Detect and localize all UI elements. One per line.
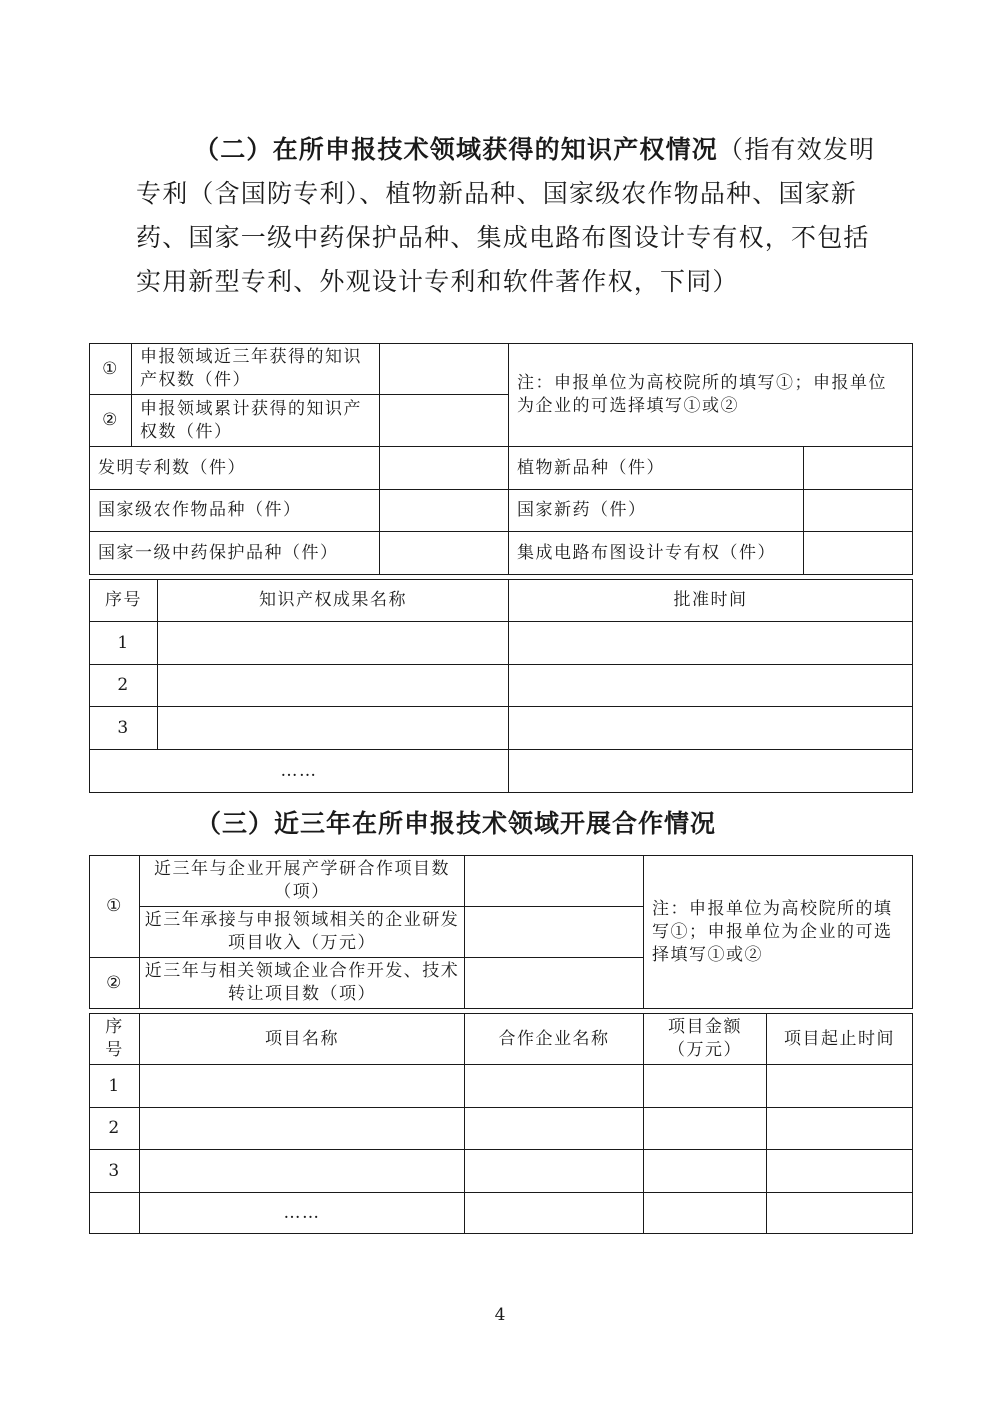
plant-varieties-label: 植物新品种（件）	[509, 447, 804, 490]
tcm-protection-cell[interactable]	[380, 532, 509, 575]
project-name-cell[interactable]	[140, 1065, 465, 1108]
ellipsis-partner-cell[interactable]	[465, 1193, 644, 1234]
row1-label: 申报领域近三年获得的知识产权数（件）	[132, 344, 380, 395]
ellipsis-amount-cell[interactable]	[644, 1193, 767, 1234]
col-header-partner-name: 合作企业名称	[465, 1014, 644, 1065]
marker-1: ①	[90, 856, 140, 958]
page-number: 4	[494, 1305, 506, 1325]
coop-row2-label: 近三年承接与申报领域相关的企业研发项目收入（万元）	[140, 907, 465, 958]
ellipsis-row: ……	[90, 750, 509, 793]
invention-patents-cell[interactable]	[380, 447, 509, 490]
coop-row2-value-cell[interactable]	[465, 907, 644, 958]
col-header-seq: 序号	[90, 580, 158, 622]
table-row	[90, 1108, 913, 1150]
marker-2: ②	[90, 395, 132, 447]
table-row	[90, 665, 913, 707]
table-row	[90, 707, 913, 750]
col-header-seq: 序号	[90, 1014, 140, 1065]
coop-row3-label: 近三年与相关领域企业合作开发、技术转让项目数（项）	[140, 958, 465, 1009]
period-cell[interactable]	[767, 1065, 913, 1108]
project-name-cell[interactable]	[140, 1150, 465, 1193]
ip-table	[89, 343, 913, 793]
approval-date-cell[interactable]	[509, 665, 913, 707]
ip-note: 注：申报单位为高校院所的填写①；申报单位为企业的可选择填写①或②	[509, 344, 913, 447]
section3-heading: （三）近三年在所申报技术领域开展合作情况	[196, 809, 717, 838]
table-row	[90, 622, 913, 665]
row-seq: 3	[90, 1150, 140, 1193]
marker-2: ②	[90, 958, 140, 1009]
row-seq: 3	[90, 707, 158, 750]
period-cell[interactable]	[767, 1150, 913, 1193]
col-header-approval-date: 批准时间	[509, 580, 913, 622]
plant-varieties-cell[interactable]	[804, 447, 913, 490]
partner-name-cell[interactable]	[465, 1108, 644, 1150]
approval-date-cell[interactable]	[509, 707, 913, 750]
table-row	[90, 1065, 913, 1108]
marker-1: ①	[90, 344, 132, 395]
crop-varieties-label: 国家级农作物品种（件）	[90, 490, 380, 532]
partner-name-cell[interactable]	[465, 1065, 644, 1108]
period-cell[interactable]	[767, 1108, 913, 1150]
row-seq: 2	[90, 1108, 140, 1150]
section2-description: （指有效发明专利（含国防专利）、植物新品种、国家级农作物品种、国家新药、国家一级中药保护品种、集成电路布图设计专有权，不包括实用新型专利、外观设计专利和软件著作权，下同）	[136, 135, 876, 296]
row-seq: 1	[90, 1065, 140, 1108]
section2-heading: （二）在所申报技术领域获得的知识产权情况	[194, 135, 719, 164]
approval-date-cell[interactable]	[509, 622, 913, 665]
table-row	[90, 1150, 913, 1193]
ic-layout-cell[interactable]	[804, 532, 913, 575]
partner-name-cell[interactable]	[465, 1150, 644, 1193]
row-seq: 2	[90, 665, 158, 707]
coop-row3-value-cell[interactable]	[465, 958, 644, 1009]
tcm-protection-label: 国家一级中药保护品种（件）	[90, 532, 380, 575]
col-header-amount: 项目金额（万元）	[644, 1014, 767, 1065]
section2-paragraph	[136, 128, 876, 304]
coop-note: 注：申报单位为高校院所的填写①；申报单位为企业的可选择填写①或②	[644, 856, 913, 1009]
ellipsis-date-cell[interactable]	[509, 750, 913, 793]
ip-name-cell[interactable]	[158, 665, 509, 707]
cooperation-table	[89, 855, 913, 1234]
col-header-project-name: 项目名称	[140, 1014, 465, 1065]
ellipsis-seq-cell[interactable]	[90, 1193, 140, 1234]
col-header-ip-name: 知识产权成果名称	[158, 580, 509, 622]
amount-cell[interactable]	[644, 1150, 767, 1193]
invention-patents-label: 发明专利数（件）	[90, 447, 380, 490]
project-name-cell[interactable]	[140, 1108, 465, 1150]
row-seq: 1	[90, 622, 158, 665]
col-header-period: 项目起止时间	[767, 1014, 913, 1065]
crop-varieties-cell[interactable]	[380, 490, 509, 532]
ellipsis-period-cell[interactable]	[767, 1193, 913, 1234]
ip-name-cell[interactable]	[158, 707, 509, 750]
coop-row1-value-cell[interactable]	[465, 856, 644, 907]
ellipsis-row: ……	[140, 1193, 465, 1234]
amount-cell[interactable]	[644, 1065, 767, 1108]
amount-cell[interactable]	[644, 1108, 767, 1150]
new-drugs-cell[interactable]	[804, 490, 913, 532]
new-drugs-label: 国家新药（件）	[509, 490, 804, 532]
row2-value-cell[interactable]	[380, 395, 509, 447]
ic-layout-label: 集成电路布图设计专有权（件）	[509, 532, 804, 575]
row2-label: 申报领域累计获得的知识产权数（件）	[132, 395, 380, 447]
row1-value-cell[interactable]	[380, 344, 509, 395]
coop-row1-label: 近三年与企业开展产学研合作项目数（项）	[140, 856, 465, 907]
ip-name-cell[interactable]	[158, 622, 509, 665]
